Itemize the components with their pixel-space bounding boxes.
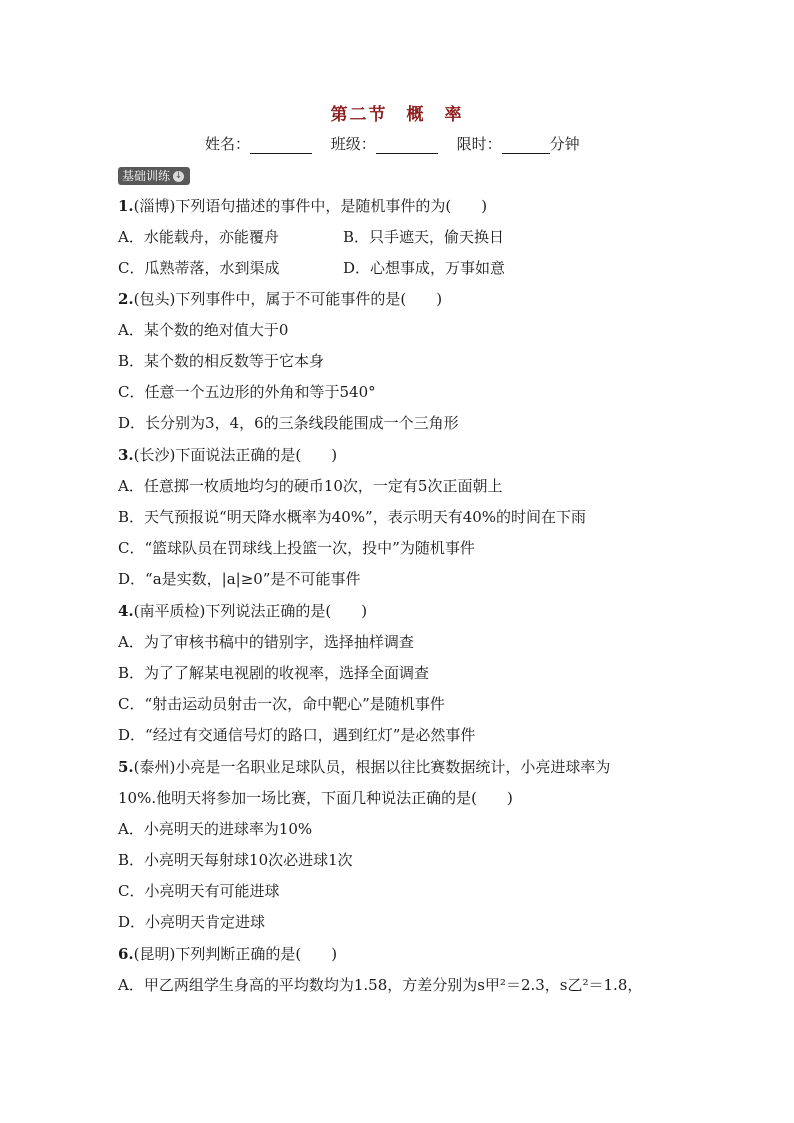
option-c: C．“射击运动员射击一次，命中靶心”是随机事件 bbox=[118, 695, 445, 713]
page-title: 第二节 概 率 bbox=[330, 105, 464, 125]
option-c: C．瓜熟蒂落，水到渠成 bbox=[118, 259, 280, 277]
time-label: 限时： bbox=[456, 135, 502, 153]
option-c: C．小亮明天有可能进球 bbox=[118, 882, 280, 900]
option-a: A．甲乙两组学生身高的平均数均为1.58，方差分别为s甲²＝2.3，s乙²＝1.8， bbox=[118, 976, 643, 994]
section-badge bbox=[118, 167, 190, 185]
option-a: A．水能载舟，亦能覆舟 bbox=[118, 228, 279, 246]
option-d: D．心想事成，万事如意 bbox=[343, 259, 506, 277]
question-text: (包头)下列事件中，属于不可能事件的是( ) bbox=[133, 290, 443, 308]
option-d: D．“经过有交通信号灯的路口，遇到红灯”是必然事件 bbox=[118, 726, 476, 744]
question-2-stem bbox=[118, 289, 442, 309]
option-b: B．只手遮天，偷天换日 bbox=[343, 228, 505, 246]
arrow-down-icon: ↓ bbox=[174, 170, 183, 181]
option-a: A．某个数的绝对值大于0 bbox=[118, 321, 289, 339]
section-badge-label: 基础训练 bbox=[122, 169, 171, 183]
option-d: D．“a是实数，|a|≥0”是不可能事件 bbox=[118, 570, 361, 588]
option-b: B．为了了解某电视剧的收视率，选择全面调查 bbox=[118, 664, 430, 682]
option-a: A．为了审核书稿中的错别字，选择抽样调查 bbox=[118, 633, 414, 651]
question-number: 3. bbox=[118, 446, 134, 464]
question-number: 1. bbox=[118, 197, 134, 215]
question-4-stem bbox=[118, 601, 367, 621]
name-blank bbox=[250, 139, 312, 154]
class-label: 班级： bbox=[330, 135, 376, 153]
question-number: 5. bbox=[118, 758, 134, 776]
question-text: (长沙)下面说法正确的是( ) bbox=[133, 446, 338, 464]
option-b: B．天气预报说“明天降水概率为40%”，表示明天有40%的时间在下雨 bbox=[118, 508, 587, 526]
question-6-stem bbox=[118, 944, 337, 964]
option-c: C．“篮球队员在罚球线上投篮一次，投中”为随机事件 bbox=[118, 539, 475, 557]
question-text: (昆明)下列判断正确的是( ) bbox=[133, 945, 338, 963]
question-3-stem bbox=[118, 445, 337, 465]
option-d: D．小亮明天肯定进球 bbox=[118, 913, 266, 931]
option-d: D．长分别为3，4，6的三条线段能围成一个三角形 bbox=[118, 414, 459, 432]
option-b: B．某个数的相反数等于它本身 bbox=[118, 352, 325, 370]
question-number: 6. bbox=[118, 945, 134, 963]
question-text: (泰州)小亮是一名职业足球队员，根据以往比赛数据统计，小亮进球率为 bbox=[133, 758, 611, 776]
question-number: 2. bbox=[118, 290, 134, 308]
option-a: A．小亮明天的进球率为10% bbox=[118, 820, 313, 838]
time-unit: 分钟 bbox=[549, 135, 580, 153]
question-number: 4. bbox=[118, 602, 134, 620]
name-label: 姓名： bbox=[205, 135, 251, 153]
time-blank bbox=[502, 139, 550, 154]
question-5-stem bbox=[118, 757, 610, 777]
option-b: B．小亮明天每射球10次必进球1次 bbox=[118, 851, 353, 869]
question-1-stem bbox=[118, 196, 487, 216]
question-text: (淄博)下列语句描述的事件中，是随机事件的为( ) bbox=[133, 197, 488, 215]
question-5-stem-continued: 10%.他明天将参加一场比赛，下面几种说法正确的是( ) bbox=[118, 789, 513, 807]
option-a: A．任意掷一枚质地均匀的硬币10次，一定有5次正面朝上 bbox=[118, 477, 503, 495]
question-text: (南平质检)下列说法正确的是( ) bbox=[133, 602, 368, 620]
student-info-row bbox=[205, 133, 580, 154]
option-c: C．任意一个五边形的外角和等于540° bbox=[118, 383, 376, 401]
class-blank bbox=[376, 139, 438, 154]
